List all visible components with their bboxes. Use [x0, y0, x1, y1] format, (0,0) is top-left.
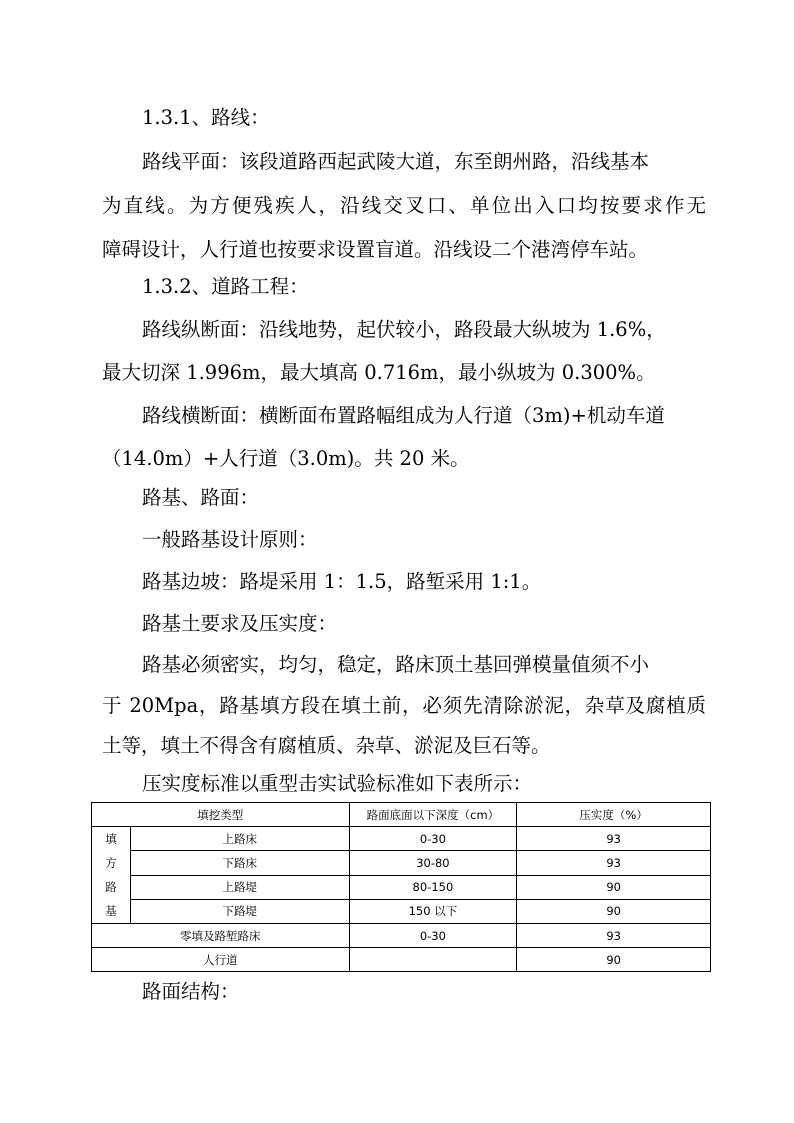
row-depth: 150 以下: [349, 899, 517, 923]
row-compaction: 93: [517, 827, 711, 851]
table-intro: 压实度标准以重型击实试验标准如下表所示：: [142, 772, 533, 795]
row-depth: 80-150: [349, 875, 517, 899]
row-compaction: 93: [517, 851, 711, 875]
table-row: [92, 875, 711, 899]
cross-section-line-1: 路线横断面：横断面布置路幅组成为人行道（3m)+机动车道: [142, 404, 665, 427]
route-plan-line-3: 障碍设计，人行道也按要求设置盲道。沿线设二个港湾停车站。: [102, 238, 649, 261]
route-plan-line-2: 为直线。为方便残疾人，沿线交叉口、单位出入口均按要求作无: [102, 194, 706, 217]
row-compaction: 90: [517, 899, 711, 923]
row-depth: 0-30: [349, 827, 517, 851]
table-row: [92, 948, 711, 972]
route-plan-line-1: 路线平面：该段道路西起武陵大道，东至朗州路，沿线基本: [142, 150, 650, 173]
table-header-row: [92, 803, 711, 827]
longitudinal-line-1: 路线纵断面：沿线地势，起伏较小，路段最大纵坡为 1.6%，: [142, 318, 666, 341]
design-principle-heading: 一般路基设计原则：: [142, 528, 318, 551]
row-compaction: 90: [517, 948, 711, 972]
table-row: [92, 827, 711, 851]
soil-requirement-heading: 路基土要求及压实度：: [142, 612, 338, 635]
row-type: 上路堤: [130, 875, 349, 899]
table-row: [92, 899, 711, 923]
requirement-line-3: 土等，填土不得含有腐植质、杂草、淤泥及巨石等。: [102, 734, 551, 757]
slope-text: 路基边坡：路堤采用 1：1.5，路堑采用 1:1。: [142, 570, 542, 593]
compaction-table: [91, 802, 711, 972]
row-type: 上路床: [130, 827, 349, 851]
row-type: 人行道: [92, 948, 350, 972]
header-compaction: 压实度（%）: [517, 803, 711, 827]
row-compaction: 93: [517, 924, 711, 948]
requirement-line-2: 于 20Mpa，路基填方段在填土前，必须先清除淤泥，杂草及腐植质: [102, 694, 706, 717]
subgrade-pavement-heading: 路基、路面：: [142, 486, 260, 509]
header-fill-type: 填挖类型: [92, 803, 350, 827]
table-row: [92, 851, 711, 875]
section-heading-1-3-2: 1.3.2、道路工程：: [142, 275, 309, 298]
row-type: 下路床: [130, 851, 349, 875]
row-depth: [349, 948, 517, 972]
row-depth: 0-30: [349, 924, 517, 948]
longitudinal-line-2: 最大切深 1.996m，最大填高 0.716m，最小纵坡为 0.300%。: [102, 361, 656, 384]
section-heading-1-3-1: 1.3.1、路线：: [142, 106, 270, 129]
row-type: 零填及路堑路床: [92, 924, 350, 948]
row-compaction: 90: [517, 875, 711, 899]
header-depth: 路面底面以下深度（cm）: [349, 803, 517, 827]
row-depth: 30-80: [349, 851, 517, 875]
fill-subgrade-group-label: 填 方 路 基: [92, 827, 131, 924]
cross-section-line-2: （14.0m）+人行道（3.0m)。共 20 米。: [102, 447, 470, 470]
requirement-line-1: 路基必须密实，均匀，稳定，路床顶土基回弹模量值须不小: [142, 653, 650, 676]
pavement-structure-heading: 路面结构：: [142, 980, 240, 1003]
table-row: [92, 924, 711, 948]
row-type: 下路堤: [130, 899, 349, 923]
